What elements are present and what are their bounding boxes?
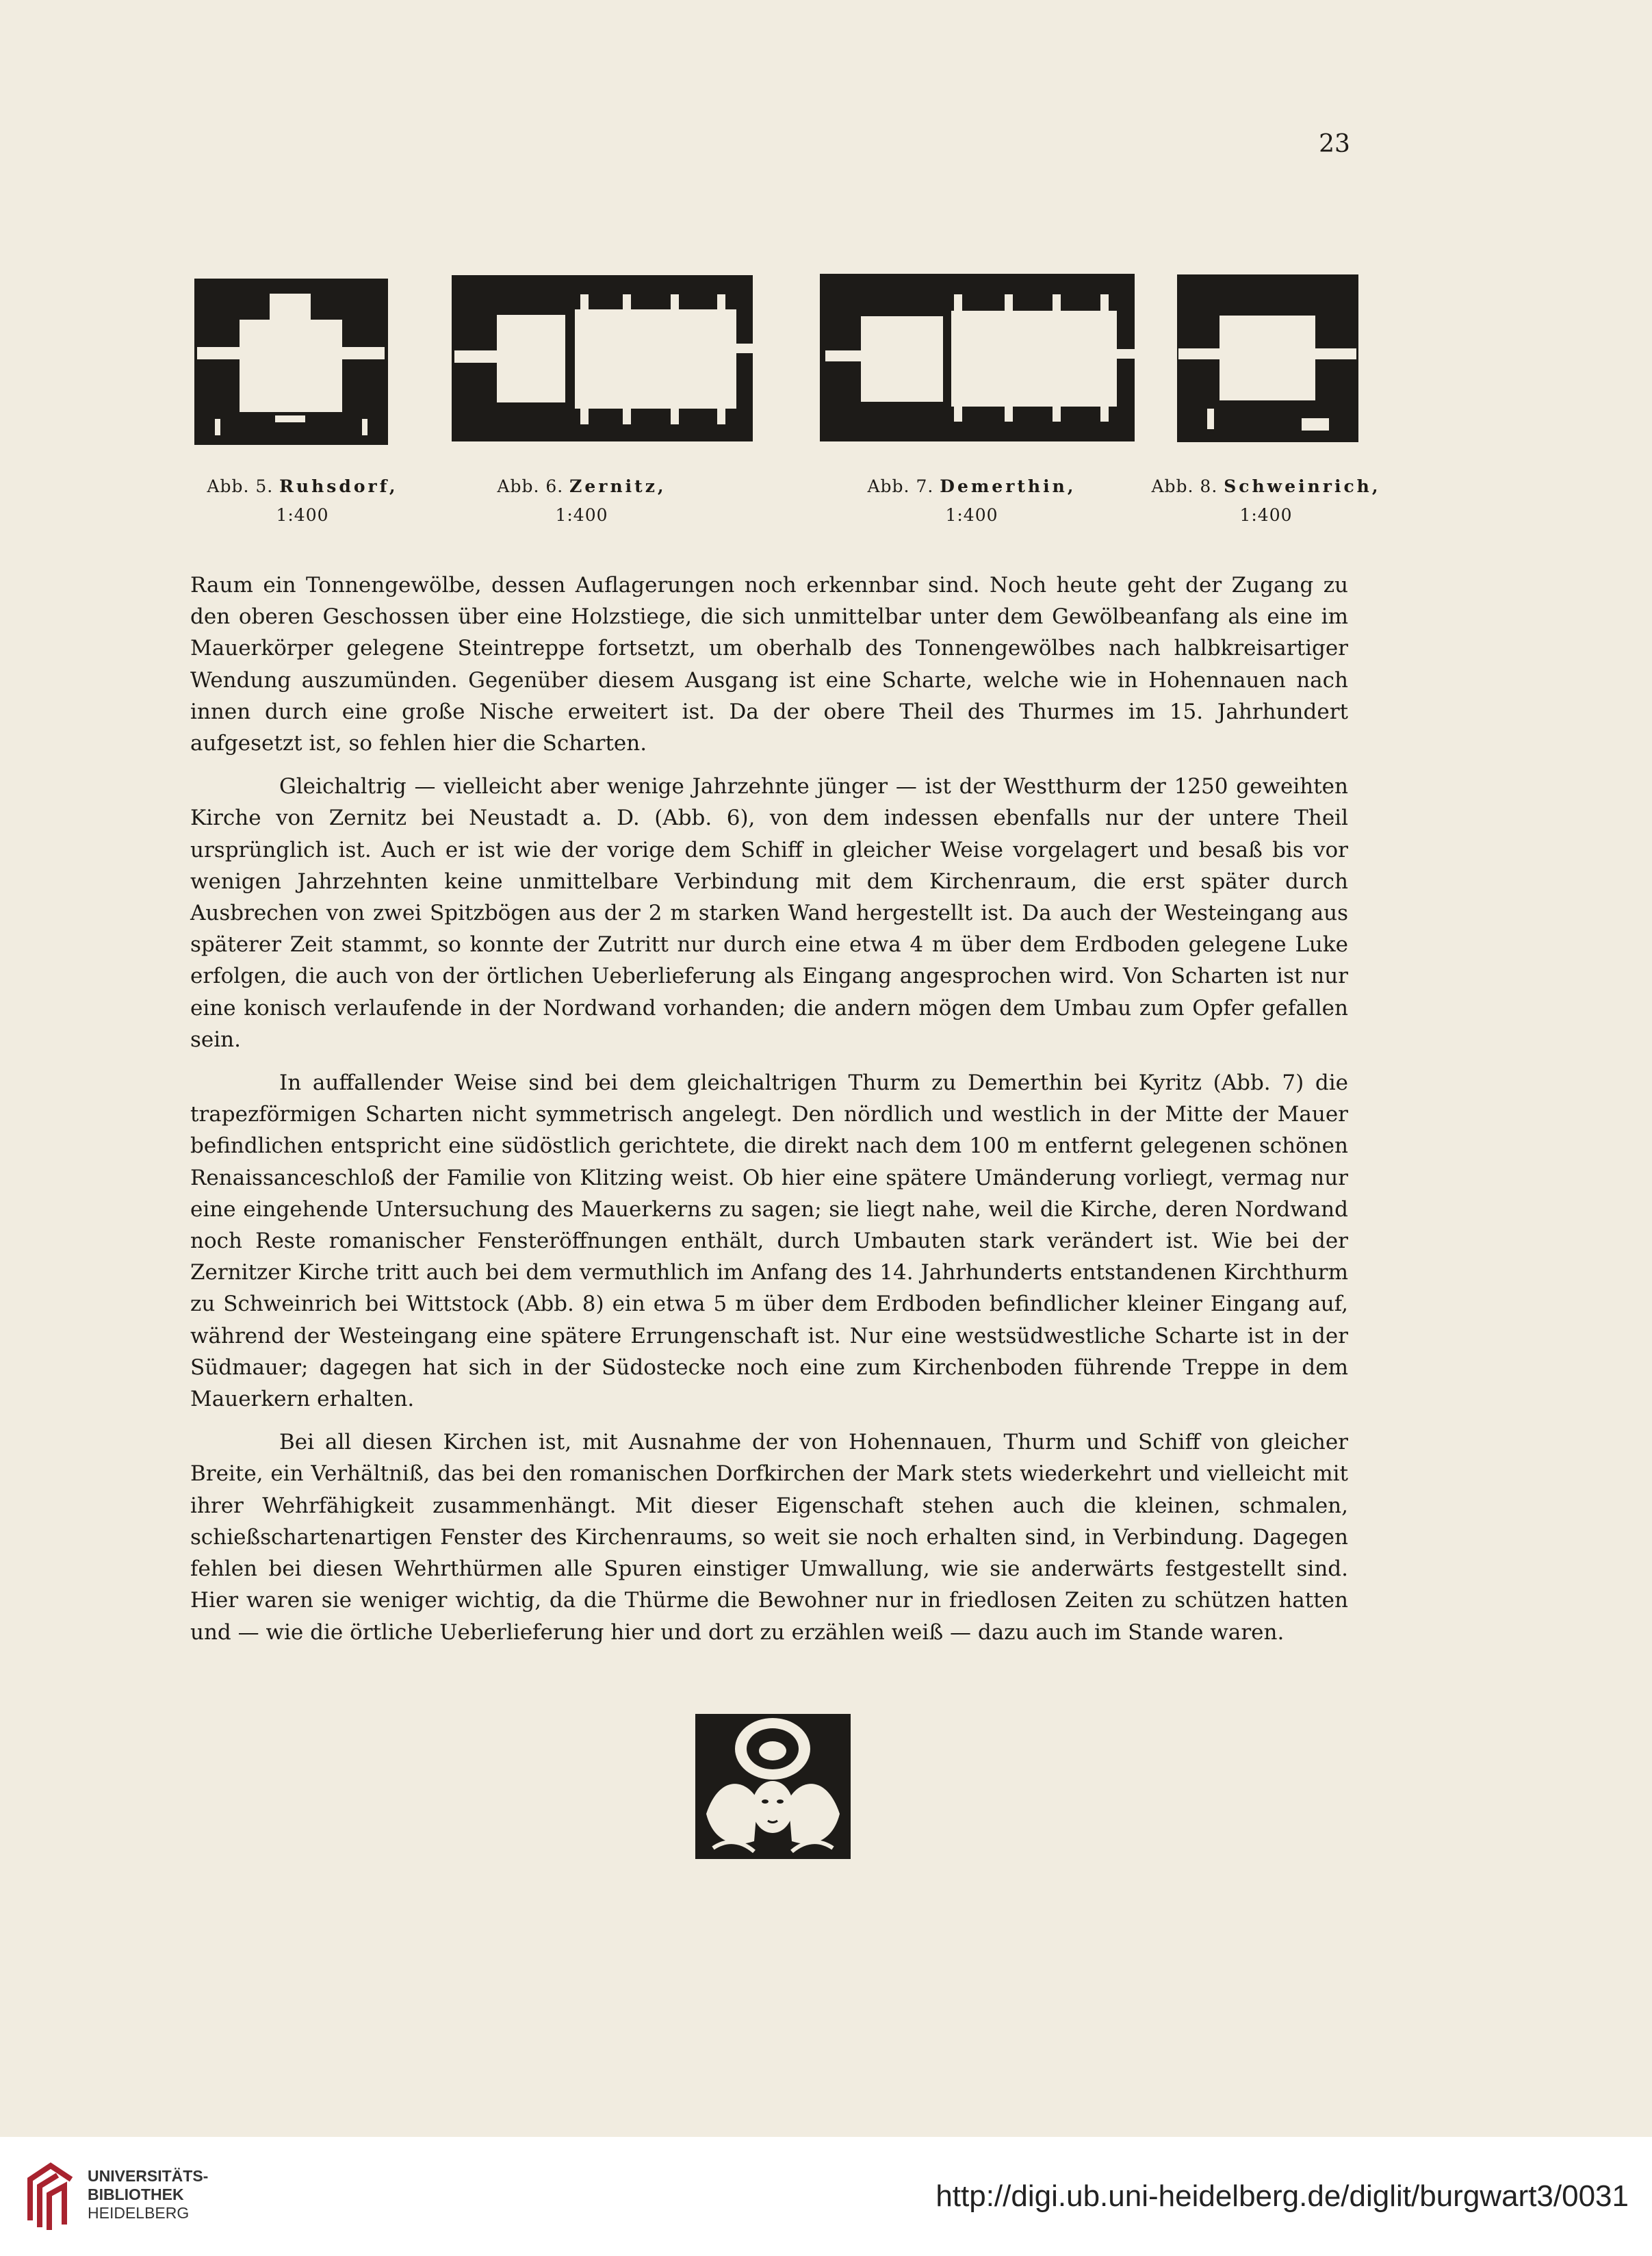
figure-caption-8 — [1150, 472, 1382, 530]
figure-place: Zernitz, — [569, 476, 667, 496]
library-logo-icon — [16, 2159, 79, 2234]
figure-label: Abb. 8. — [1151, 476, 1218, 496]
figure-scale: 1:400 — [1239, 505, 1293, 525]
library-name — [88, 2167, 208, 2222]
floor-plan-demerthin — [820, 274, 1135, 441]
library-footer — [0, 2137, 1652, 2256]
library-name-line: HEIDELBERG — [88, 2204, 190, 2222]
figure-caption-6 — [479, 472, 684, 530]
paragraph: Raum ein Tonnengewölbe, dessen Auflagerungen noch erkennbar sind. Noch heute geht der Zugang zu den oberen Geschossen über eine Holzstiege, die sich unmittelbar unter dem Gewölbeanfang als eine im Mauerkörper gelegene Steintreppe fortsetzt, um oberhalb des Tonnengewölbes nach halbkreisartiger Wendung auszumünden. Gegenüber diesem Ausgang ist eine Scharte, welche wie in Hohennauen nach innen durch eine große Nische erweitert ist. Da der obere Theil des Thurmes im 15. Jahrhundert aufgesetzt ist, so fehlen hier die Scharten. — [190, 573, 1348, 756]
figure-label: Abb. 5. — [207, 476, 274, 496]
figure-label: Abb. 7. — [867, 476, 934, 496]
figure-place: Ruhsdorf, — [279, 476, 398, 496]
library-name-line: UNIVERSITÄTS- — [88, 2167, 209, 2185]
figure-label: Abb. 6. — [497, 476, 564, 496]
floor-plan-zernitz — [452, 275, 753, 441]
article-body — [190, 569, 1348, 1660]
figure-caption-7 — [855, 472, 1088, 530]
figure-place: Demerthin, — [940, 476, 1076, 496]
figure-scale: 1:400 — [945, 505, 998, 525]
paragraph: In auffallender Weise sind bei dem gleichaltrigen Thurm zu Demerthin bei Kyritz (Abb. 7) die trapezförmigen Scharten nicht symmetrisch angelegt. Den nördlich und westlich in der Mitte der Mauer befindlichen entspricht eine südöstlich gerichtete, die direkt nach dem 100 m entfernt gelegenen schönen Renaissanceschloß der Familie von Klitzing weist. Ob hier eine spätere Umänderung vorliegt, vermag nur eine eingehende Untersuchung des Mauerkerns zu sagen; sie liegt nahe, weil die Kirche, deren Nordwand noch Reste romanischer Fensteröffnungen enthält, durch Umbauten stark verändert ist. Wie bei der Zernitzer Kirche tritt auch bei dem vermuthlich im Anfang des 14. Jahrhunderts entstandenen Kirchthurm zu Schweinrich bei Wittstock (Abb. 8) ein etwa 5 m über dem Erdboden befindlicher kleiner Eingang auf, während der Westeingang eine spätere Errungenschaft ist. Nur eine westsüdwestliche Scharte ist in der Südmauer; dagegen hat sich in der Südostecke noch eine zum Kirchenboden führende Treppe in dem Mauerkern erhalten. — [190, 1071, 1348, 1412]
paragraph: Gleichaltrig — vielleicht aber wenige Jahrzehnte jünger — ist der Westthurm der 1250 geweihten Kirche von Zernitz bei Neustadt a. D. (Abb. 6), von dem indessen ebenfalls nur der untere Theil ursprünglich ist. Auch er ist wie der vorige dem Schiff in gleicher Weise vorgelagert und besaß bis vor wenigen Jahrzehnten keine unmittelbare Verbindung mit dem Kirchenraum, die erst später durch Ausbrechen von zwei Spitzbögen aus der 2 m starken Wand hergestellt ist. Da auch der Westeingang aus späterer Zeit stammt, so konnte der Zutritt nur durch eine etwa 4 m über dem Erdboden gelegene Luke erfolgen, die auch von der örtlichen Ueberlieferung als Eingang angesprochen wird. Von Scharten ist nur eine konisch verlaufende in der Nordwand vorhanden; die andern mögen dem Umbau zum Opfer gefallen sein. — [190, 774, 1348, 1052]
source-url-link[interactable]: http://digi.ub.uni-heidelberg.de/diglit/burgwart3/0031 — [935, 2179, 1629, 2213]
figure-scale: 1:400 — [555, 505, 608, 525]
paragraph: Bei all diesen Kirchen ist, mit Ausnahme der von Hohennauen, Thurm und Schiff von gleicher Breite, ein Verhältniß, das bei den romanischen Dorfkirchen der Mark stets wiederkehrt und vielleicht mit ihrer Wehrfähigkeit zusammenhängt. Mit dieser Eigenschaft stehen auch die kleinen, schmalen, schießschartenartigen Fenster des Kirchenraums, so weit sie noch erhalten sind, in Verbindung. Dagegen fehlen bei diesen Wehrthürmen alle Spuren einstiger Umwallung, wie sie anderwärts festgestellt sind. Hier waren sie weniger wichtig, da die Thürme die Bewohner nur in friedlosen Zeiten zu schützen hatten und — wie die örtliche Ueberlieferung hier und dort zu erzählen weiß — dazu auch im Stande waren. — [190, 1430, 1348, 1645]
page-number: 23 — [1319, 130, 1350, 158]
figure-place: Schweinrich, — [1224, 476, 1381, 496]
figure-scale: 1:400 — [276, 505, 329, 525]
figure-caption-5 — [193, 472, 412, 530]
floor-plan-ruhsdorf — [194, 279, 388, 445]
library-name-line: BIBLIOTHEK — [88, 2186, 184, 2203]
decorative-vignette — [693, 1711, 853, 1862]
floor-plan-schweinrich — [1177, 274, 1358, 442]
